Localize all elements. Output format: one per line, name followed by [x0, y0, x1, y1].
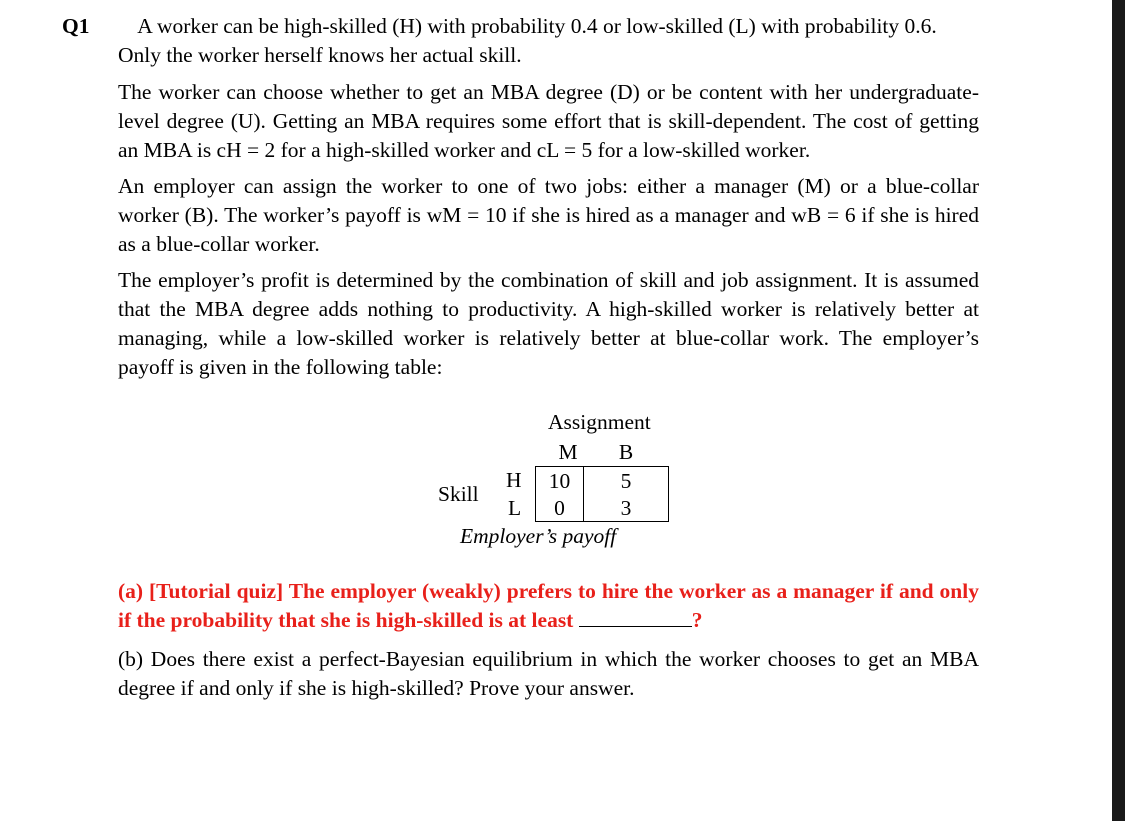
part-a-question: [118, 577, 979, 635]
cell-l-b: 3: [620, 496, 632, 520]
window-edge: [1112, 0, 1125, 821]
cell-l-m: 0: [554, 496, 565, 520]
column-header-b: B: [618, 440, 634, 464]
part-a-text: (a) [Tutorial quiz] The employer (weakly) prefers to hire the worker as a manager if and only if the probability that she is high-skilled is at least: [118, 579, 979, 632]
cell-h-b: 5: [620, 469, 632, 493]
question-label: Q1: [62, 14, 90, 38]
intro-line-2: Only the worker herself knows her actual skill.: [118, 43, 522, 67]
profit-paragraph: The employer’s profit is determined by the combination of skill and job assignment. It is assumed that the MBA degree adds nothing to productivity. A high-skilled worker is relatively better at managing, while a low-skilled worker is relatively better at blue-collar work. The employer’s payoff is given in the following table:: [118, 268, 979, 379]
cell-h-m: 10: [548, 469, 571, 493]
part-b-question: (b) Does there exist a perfect-Bayesian equilibrium in which the worker chooses to get an MBA degree if and only if she is high-skilled? Prove your answer.: [118, 647, 979, 700]
intro-paragraph: [100, 12, 980, 70]
part-a-end: ?: [691, 608, 703, 632]
table-caption: Employer’s payoff: [460, 524, 617, 548]
row-group-label: Skill: [438, 482, 479, 506]
answer-blank[interactable]: [579, 608, 692, 627]
degree-paragraph: The worker can choose whether to get an MBA degree (D) or be content with her undergraduate-level degree (U). Getting an MBA requires some effort that is skill-dependent. The cost of getting an MBA is cH = 2 for a high-skilled worker and cL = 5 for a low-skilled worker.: [118, 80, 979, 162]
column-header-m: M: [558, 440, 578, 464]
table-title: Assignment: [548, 410, 651, 434]
payoff-grid: [535, 466, 669, 522]
intro-line-1: A worker can be high-skilled (H) with probability 0.4 or low-skilled (L) with probability 0.6.: [137, 14, 937, 38]
row-label-l: L: [508, 496, 522, 520]
job-paragraph: An employer can assign the worker to one of two jobs: either a manager (M) or a blue-collar worker (B). The worker’s payoff is wM = 10 if she is hired as a manager and wB = 6 if she is hired as a blue-collar worker.: [118, 174, 979, 256]
row-label-h: H: [506, 468, 522, 492]
